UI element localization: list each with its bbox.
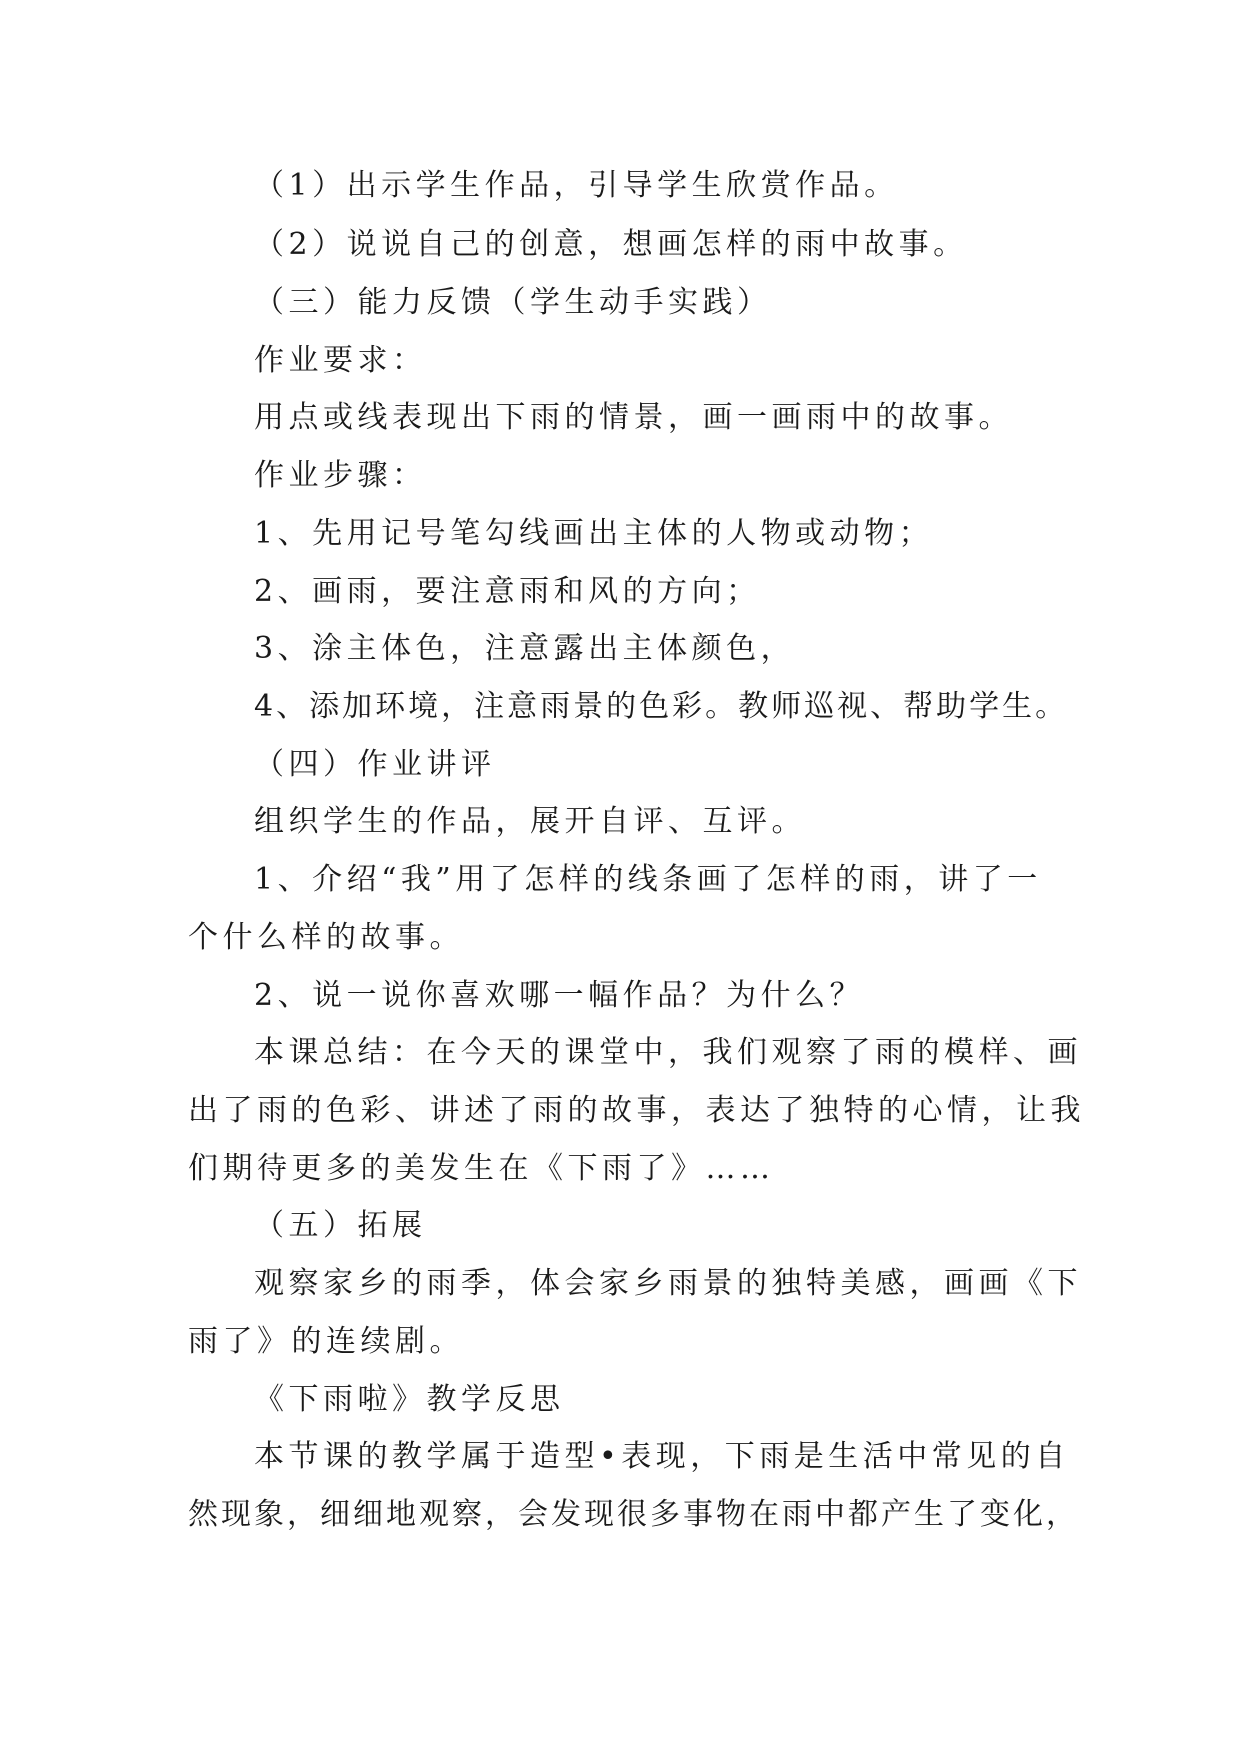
lesson-summary-line-3: 们期待更多的美发生在《下雨了》…… [188, 1151, 775, 1186]
reflection-title: 《下雨啦》教学反思 [254, 1382, 565, 1417]
lesson-summary-line-1: 本课总结：在今天的课堂中，我们观察了雨的模样、画 [254, 1035, 1082, 1070]
extension-text-line-1: 观察家乡的雨季，体会家乡雨景的独特美感，画画《下 [254, 1266, 1082, 1301]
section-heading-homework-review: （四）作业讲评 [254, 747, 496, 782]
lesson-summary-line-2: 出了雨的色彩、讲述了雨的故事，表达了独特的心情，让我 [188, 1093, 1085, 1128]
reflection-text-line-1: 本节课的教学属于造型•表现，下雨是生活中常见的自 [254, 1439, 1070, 1474]
review-organize-text: 组织学生的作品，展开自评、互评。 [254, 804, 806, 839]
step-share-ideas: （2）说说自己的创意，想画怎样的雨中故事。 [254, 227, 968, 262]
reflection-text-line-2: 然现象，细细地观察，会发现很多事物在雨中都产生了变化， [188, 1497, 1079, 1532]
homework-requirements-text: 用点或线表现出下雨的情景，画一画雨中的故事。 [254, 400, 1013, 435]
homework-step-1: 1、先用记号笔勾线画出主体的人物或动物； [254, 516, 934, 551]
extension-text-line-2: 雨了》的连续剧。 [188, 1324, 464, 1359]
review-item-1-line-1: 1、介绍“我”用了怎样的线条画了怎样的雨，讲了一 [254, 862, 1042, 897]
homework-step-4: 4、添加环境，注意雨景的色彩。教师巡视、帮助学生。 [254, 689, 1069, 724]
homework-requirements-label: 作业要求： [254, 343, 427, 378]
section-heading-extension: （五）拓展 [254, 1208, 427, 1243]
homework-step-3: 3、涂主体色，注意露出主体颜色， [254, 631, 796, 666]
step-show-student-works: （1）出示学生作品，引导学生欣赏作品。 [254, 168, 899, 203]
review-item-1-line-2: 个什么样的故事。 [188, 920, 464, 955]
section-heading-ability-feedback: （三）能力反馈（学生动手实践） [254, 285, 772, 320]
review-item-2: 2、说一说你喜欢哪一幅作品？为什么？ [254, 978, 865, 1013]
homework-steps-label: 作业步骤： [254, 458, 427, 493]
homework-step-2: 2、画雨，要注意雨和风的方向； [254, 574, 761, 609]
